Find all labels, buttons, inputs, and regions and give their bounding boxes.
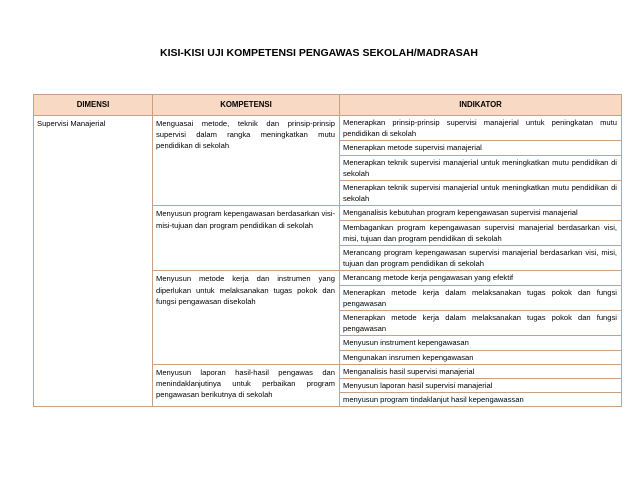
indikator-cell: Merancang program kepengawasan supervisi manajerial berdasarkan visi, misi, tujuan dan program pendidikan di sekolah bbox=[340, 246, 622, 271]
table-header-row bbox=[34, 95, 622, 116]
indikator-cell: Menerapkan metode supervisi manajerial bbox=[340, 141, 622, 155]
dimensi-cell: Supervisi Manajerial bbox=[34, 116, 153, 407]
document-title: KISI-KISI UJI KOMPETENSI PENGAWAS SEKOLAH/MADRASAH bbox=[160, 47, 478, 59]
header-dimensi: DIMENSI bbox=[34, 95, 153, 116]
indikator-cell: Mengunakan insrumen kepengawasan bbox=[340, 350, 622, 364]
indikator-cell: Menerapkan teknik supervisi manajerial untuk meningkatkan mutu pendidikan di sekolah bbox=[340, 181, 622, 206]
kompetensi-cell: Menyusun laporan hasil-hasil pengawas dan menindaklanjutinya untuk perbaikan program pengawasan berikutnya di sekolah bbox=[153, 364, 340, 407]
indikator-cell: Menganalisis hasil supervisi manajerial bbox=[340, 364, 622, 378]
indikator-cell: Menerapkan prinsip-prinsip supervisi manajerial untuk peningkatan mutu pendidikan di sekolah bbox=[340, 116, 622, 141]
kompetensi-cell: Menyusun program kepengawasan berdasarkan visi-misi-tujuan dan program pendidikan di sekolah bbox=[153, 206, 340, 271]
indikator-cell: Menganalisis kebutuhan program kepengawasan supervisi manajerial bbox=[340, 206, 622, 220]
kompetensi-cell: Menyusun metode kerja dan instrumen yang diperlukan untuk melaksanakan tugas pokok dan fungsi pengawasan disekolah bbox=[153, 271, 340, 364]
header-indikator: INDIKATOR bbox=[340, 95, 622, 116]
indikator-cell: Membagankan program kepengawasan supervisi manajerial berdasarkan visi, misi, tujuan dan program pendidikan di sekolah bbox=[340, 220, 622, 245]
kompetensi-cell: Menguasai metode, teknik dan prinsip-prinsip supervisi dalam rangka meningkatkan mutu pendidikan di sekolah bbox=[153, 116, 340, 206]
header-kompetensi: KOMPETENSI bbox=[153, 95, 340, 116]
competency-table bbox=[33, 94, 622, 407]
table-row bbox=[34, 116, 622, 141]
indikator-cell: Menerapkan metode kerja dalam melaksanakan tugas pokok dan fungsi pengawasan bbox=[340, 285, 622, 310]
indikator-cell: menyusun program tindaklanjut hasil kepengawassan bbox=[340, 393, 622, 407]
indikator-cell: Menerapkan teknik supervisi manajerial untuk meningkatkan mutu pendidikan di sekolah bbox=[340, 155, 622, 180]
indikator-cell: Menyusun instrument kepengawasan bbox=[340, 336, 622, 350]
indikator-cell: Merancang metode kerja pengawasan yang efektif bbox=[340, 271, 622, 285]
indikator-cell: Menerapkan metode kerja dalam melaksanakan tugas pokok dan fungsi pengawasan bbox=[340, 311, 622, 336]
indikator-cell: Menyusun laporan hasil supervisi manajerial bbox=[340, 379, 622, 393]
